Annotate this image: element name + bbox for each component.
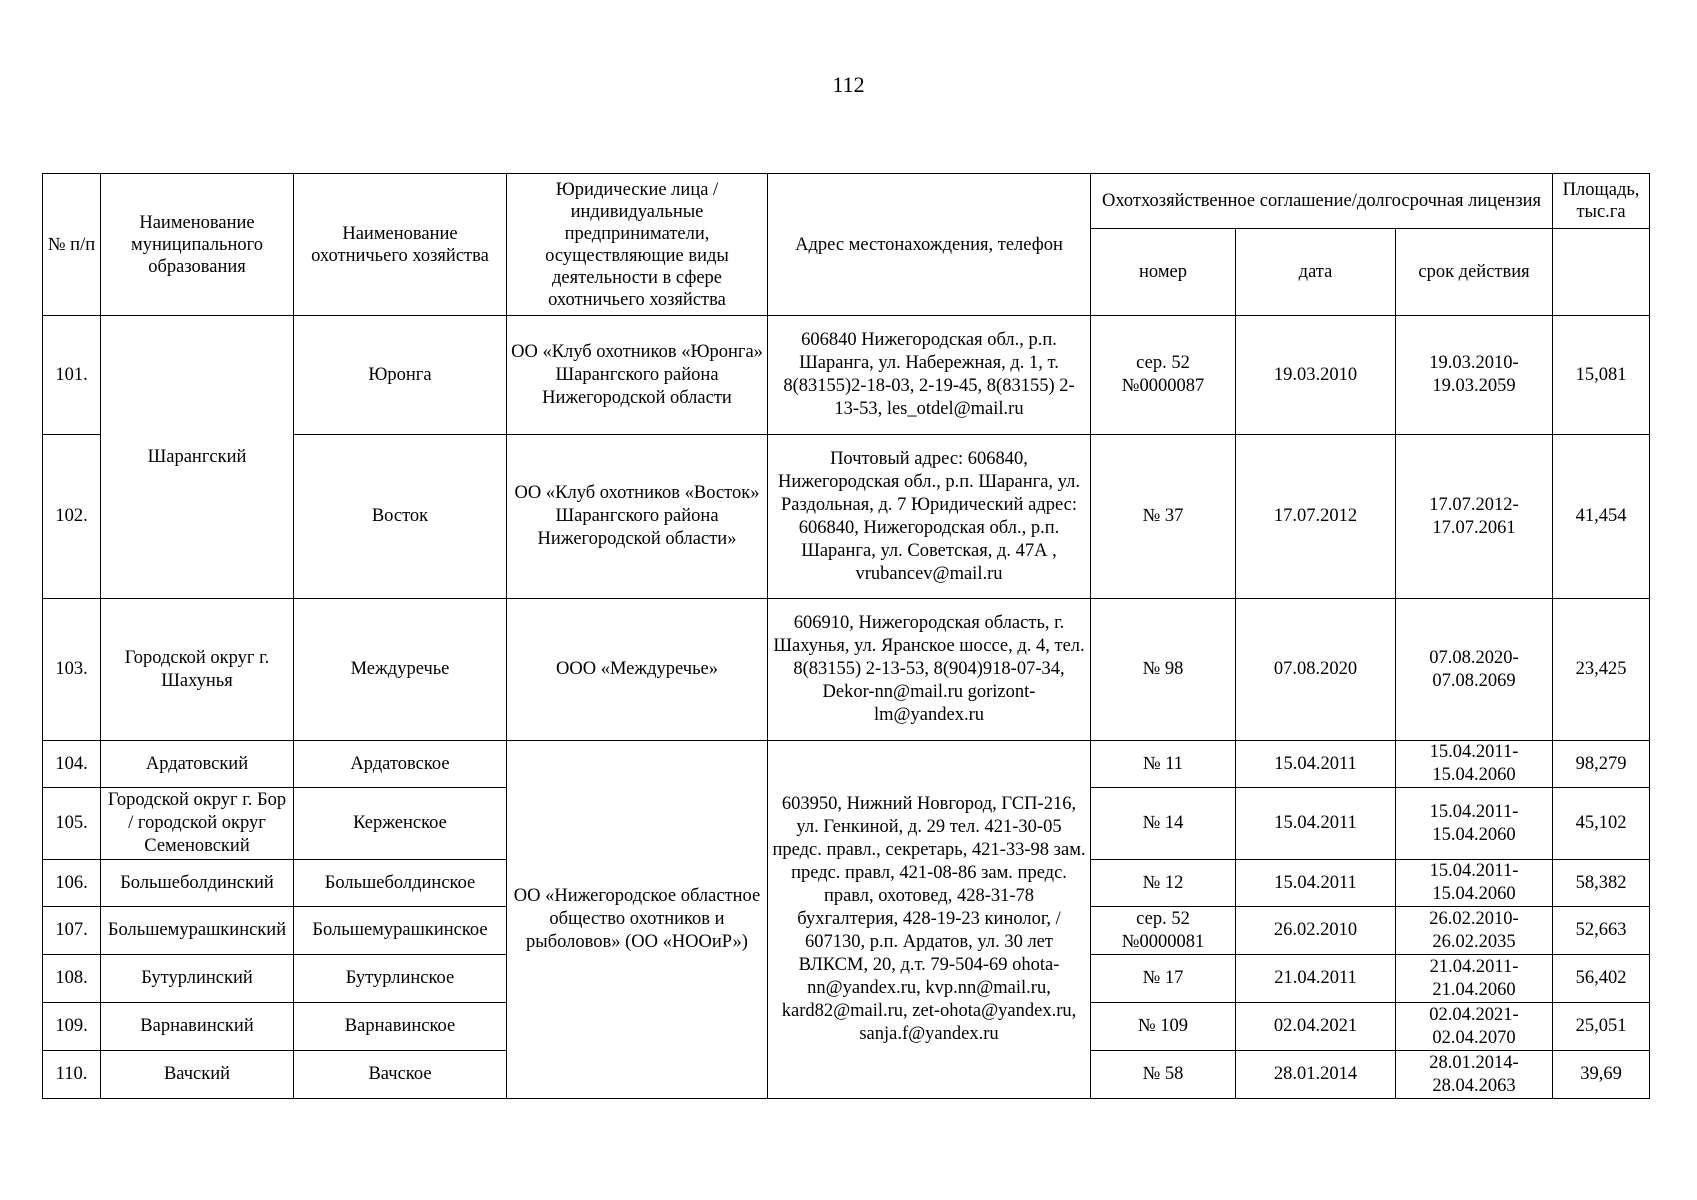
header-entity: Юридические лица / индивидуальные предприниматели, осуществляющие виды деятельности в сфере охотничьего хозяйства — [507, 174, 768, 316]
farm-cell: Бутурлинское — [294, 955, 507, 1003]
agreement-term-cell: 17.07.2012-17.07.2061 — [1396, 435, 1553, 599]
shared-address-cell: 603950, Нижний Новгород, ГСП-216, ул. Генкиной, д. 29 тел. 421-30-05 предс. правл., секретарь, 421-33-98 зам. предс. правл, 421-08-86 зам. предс. правл, охотовед, 428-31-78 бухгалтерия, 428-19-23 кинолог, / 607130, р.п. Ардатов, ул. 30 лет ВЛКСМ, 20, д.т. 79-504-69 ohota-nn@yandex.ru, kvp.nn@mail.ru, kard82@mail.ru, zet-ohota@yandex.ru, sanja.f@yandex.ru — [768, 741, 1091, 1099]
agreement-date-cell: 26.02.2010 — [1236, 907, 1396, 955]
table-row — [43, 599, 1650, 741]
entity-cell: ООО «Междуречье» — [507, 599, 768, 741]
farm-cell: Восток — [294, 435, 507, 599]
municipality-cell: Варнавинский — [101, 1003, 294, 1051]
area-cell: 58,382 — [1553, 860, 1650, 907]
address-cell: Почтовый адрес: 606840, Нижегородская обл., р.п. Шаранга, ул. Раздольная, д. 7 Юридический адрес: 606840, Нижегородская обл., р.п. Шаранга, ул. Советская, д. 47А , vrubancev@mail.ru — [768, 435, 1091, 599]
header-num: № п/п — [43, 174, 101, 316]
agreement-number-cell: № 37 — [1091, 435, 1236, 599]
agreement-date-cell: 15.04.2011 — [1236, 788, 1396, 860]
table-row — [43, 741, 1650, 788]
entity-cell: ОО «Клуб охотников «Юронга» Шарангского района Нижегородской области — [507, 316, 768, 435]
municipality-cell: Бутурлинский — [101, 955, 294, 1003]
farm-cell: Варнавинское — [294, 1003, 507, 1051]
municipality-cell: Городской округ г. Бор / городской округ Семеновский — [101, 788, 294, 860]
hunting-farms-table — [42, 173, 1650, 1099]
agreement-number-cell: № 98 — [1091, 599, 1236, 741]
agreement-date-cell: 21.04.2011 — [1236, 955, 1396, 1003]
row-num: 105. — [43, 788, 101, 860]
header-address: Адрес местонахождения, телефон — [768, 174, 1091, 316]
area-cell: 45,102 — [1553, 788, 1650, 860]
municipality-cell: Городской округ г. Шахунья — [101, 599, 294, 741]
area-cell: 56,402 — [1553, 955, 1650, 1003]
area-cell: 25,051 — [1553, 1003, 1650, 1051]
agreement-date-cell: 19.03.2010 — [1236, 316, 1396, 435]
area-cell: 98,279 — [1553, 741, 1650, 788]
header-farm: Наименование охотничьего хозяйства — [294, 174, 507, 316]
agreement-number-cell: № 109 — [1091, 1003, 1236, 1051]
agreement-date-cell: 28.01.2014 — [1236, 1051, 1396, 1099]
table-row — [43, 316, 1650, 435]
address-cell: 606840 Нижегородская обл., р.п. Шаранга, ул. Набережная, д. 1, т. 8(83155)2-18-03, 2-19-45, 8(83155) 2-13-53, les_otdel@mail.ru — [768, 316, 1091, 435]
row-num: 101. — [43, 316, 101, 435]
agreement-term-cell: 28.01.2014-28.04.2063 — [1396, 1051, 1553, 1099]
agreement-number-cell: № 11 — [1091, 741, 1236, 788]
agreement-term-cell: 15.04.2011-15.04.2060 — [1396, 788, 1553, 860]
entity-cell: ОО «Клуб охотников «Восток» Шарангского района Нижегородской области» — [507, 435, 768, 599]
municipality-cell: Шарангский — [101, 316, 294, 599]
page-number: 112 — [832, 72, 865, 97]
header-agreement-term: срок действия — [1396, 229, 1553, 316]
address-cell: 606910, Нижегородская область, г. Шахунья, ул. Яранское шоссе, д. 4, тел. 8(83155) 2-13-53, 8(904)918-07-34, Dekor-nn@mail.ru gorizont-lm@yandex.ru — [768, 599, 1091, 741]
farm-cell: Большемурашкинское — [294, 907, 507, 955]
header-area-blank — [1553, 229, 1650, 316]
agreement-number-cell: сер. 52 №0000087 — [1091, 316, 1236, 435]
farm-cell: Большеболдинское — [294, 860, 507, 907]
row-num: 106. — [43, 860, 101, 907]
row-num: 103. — [43, 599, 101, 741]
municipality-cell: Вачский — [101, 1051, 294, 1099]
farm-cell: Керженское — [294, 788, 507, 860]
header-municipality: Наименование муниципального образования — [101, 174, 294, 316]
farm-cell: Юронга — [294, 316, 507, 435]
agreement-date-cell: 02.04.2021 — [1236, 1003, 1396, 1051]
agreement-date-cell: 17.07.2012 — [1236, 435, 1396, 599]
agreement-number-cell: № 17 — [1091, 955, 1236, 1003]
header-agreement-date: дата — [1236, 229, 1396, 316]
header-agreement-number: номер — [1091, 229, 1236, 316]
area-cell: 23,425 — [1553, 599, 1650, 741]
row-num: 108. — [43, 955, 101, 1003]
farm-cell: Междуречье — [294, 599, 507, 741]
area-cell: 52,663 — [1553, 907, 1650, 955]
header-area: Площадь, тыс.га — [1553, 174, 1650, 229]
farm-cell: Вачское — [294, 1051, 507, 1099]
agreement-term-cell: 26.02.2010-26.02.2035 — [1396, 907, 1553, 955]
area-cell: 39,69 — [1553, 1051, 1650, 1099]
agreement-number-cell: сер. 52 №0000081 — [1091, 907, 1236, 955]
row-num: 109. — [43, 1003, 101, 1051]
municipality-cell: Ардатовский — [101, 741, 294, 788]
area-cell: 15,081 — [1553, 316, 1650, 435]
row-num: 110. — [43, 1051, 101, 1099]
agreement-term-cell: 15.04.2011-15.04.2060 — [1396, 741, 1553, 788]
area-cell: 41,454 — [1553, 435, 1650, 599]
agreement-term-cell: 07.08.2020-07.08.2069 — [1396, 599, 1553, 741]
agreement-term-cell: 21.04.2011-21.04.2060 — [1396, 955, 1553, 1003]
municipality-cell: Большемурашкинский — [101, 907, 294, 955]
agreement-date-cell: 15.04.2011 — [1236, 860, 1396, 907]
row-num: 107. — [43, 907, 101, 955]
agreement-number-cell: № 12 — [1091, 860, 1236, 907]
shared-entity-cell: ОО «Нижегородское областное общество охотников и рыболовов» (ОО «НООиР») — [507, 741, 768, 1099]
agreement-term-cell: 19.03.2010-19.03.2059 — [1396, 316, 1553, 435]
row-num: 102. — [43, 435, 101, 599]
row-num: 104. — [43, 741, 101, 788]
agreement-date-cell: 15.04.2011 — [1236, 741, 1396, 788]
header-agreement: Охотхозяйственное соглашение/долгосрочная лицензия — [1091, 174, 1553, 229]
agreement-number-cell: № 14 — [1091, 788, 1236, 860]
municipality-cell: Большеболдинский — [101, 860, 294, 907]
agreement-date-cell: 07.08.2020 — [1236, 599, 1396, 741]
agreement-term-cell: 15.04.2011-15.04.2060 — [1396, 860, 1553, 907]
agreement-number-cell: № 58 — [1091, 1051, 1236, 1099]
farm-cell: Ардатовское — [294, 741, 507, 788]
agreement-term-cell: 02.04.2021-02.04.2070 — [1396, 1003, 1553, 1051]
